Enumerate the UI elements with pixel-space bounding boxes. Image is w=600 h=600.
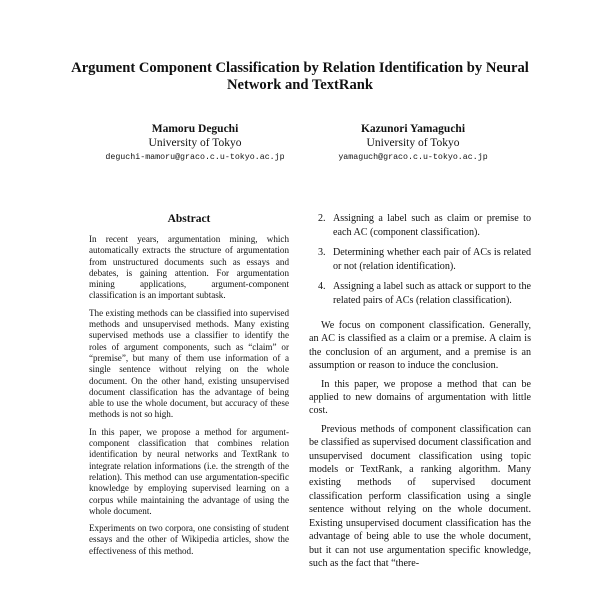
body-paragraph: We focus on component classification. Generally, an AC is classified as a claim or a premise. A claim is the conclusion of an argument, and a premise is an assumption or reason to induce the conclusion. xyxy=(309,320,531,372)
author-email: yamaguch@graco.c.u-tokyo.ac.jp xyxy=(338,153,488,162)
list-item xyxy=(309,212,531,239)
list-text: Assigning a label such as claim or premise to each AC (component classification). xyxy=(333,213,531,238)
author-name: Kazunori Yamaguchi xyxy=(360,123,466,135)
list-number: 2. xyxy=(318,213,326,224)
abstract-paragraph: The existing methods can be classified into supervised methods and unsupervised methods. Many existing supervised methods use a classifier to identify the roles of argument components, such as “claim” or “premise”, but many of them use information of a single sentence without relying on the whole document. On the other hand, existing unsupervised document classification has the advantage of being able to use the whole document, but accuracy of these methods is not so high. xyxy=(89,307,289,420)
list-item xyxy=(309,246,531,273)
right-column xyxy=(309,212,531,575)
list-item xyxy=(309,280,531,307)
abstract-heading: Abstract xyxy=(167,213,211,225)
author-email: deguchi-mamoru@graco.c.u-tokyo.ac.jp xyxy=(105,153,285,162)
author-block-1 xyxy=(90,122,300,164)
author-block-2 xyxy=(308,122,518,164)
author-affiliation: University of Tokyo xyxy=(148,137,242,149)
list-number: 3. xyxy=(318,247,326,258)
abstract-paragraph: Experiments on two corpora, one consisting of student essays and the other of Wikipedia articles, show the effectiveness of this method. xyxy=(89,523,289,556)
author-affiliation: University of Tokyo xyxy=(366,137,460,149)
body-paragraph: Previous methods of component classification can be classified as supervised document classification and unsupervised document classification using topic models or TextRank, a ranking algorithm. Many existing methods of supervised document classification perform classification using a single sentence without relying on the whole document. Existing unsupervised document classification has the advantage of being able to use the whole document, but it can not use argumentation specific knowledge, such as the fact that “there- xyxy=(309,423,531,569)
abstract-paragraph: In recent years, argumentation mining, which automatically extracts the structure of argumentation from unstructured documents such as essays and debates, is gaining attention. For argumentation mining applications, argument-component classification is an important subtask. xyxy=(89,234,289,301)
list-text: Assigning a label such as attack or support to the related pairs of ACs (relation classification). xyxy=(333,281,531,306)
list-number: 4. xyxy=(318,281,326,292)
author-name: Mamoru Deguchi xyxy=(151,123,239,135)
abstract-paragraph: In this paper, we propose a method for argument-component classification that combines relation identification by neural networks and TextRank to integrate relation informations (i.e. the strength of the relation). This method can use argumentation-specific knowledge by employing supervised learning on a corpus while maintaining the advantage of using the whole document. xyxy=(89,426,289,516)
paper-title: Argument Component Classification by Relation Identification by Neural Network and TextRank xyxy=(71,60,529,93)
list-text: Determining whether each pair of ACs is related or not (relation identification). xyxy=(333,247,531,272)
left-column xyxy=(89,212,289,563)
body-paragraph: In this paper, we propose a method that can be applied to new domains of argumentation with little cost. xyxy=(309,378,531,417)
